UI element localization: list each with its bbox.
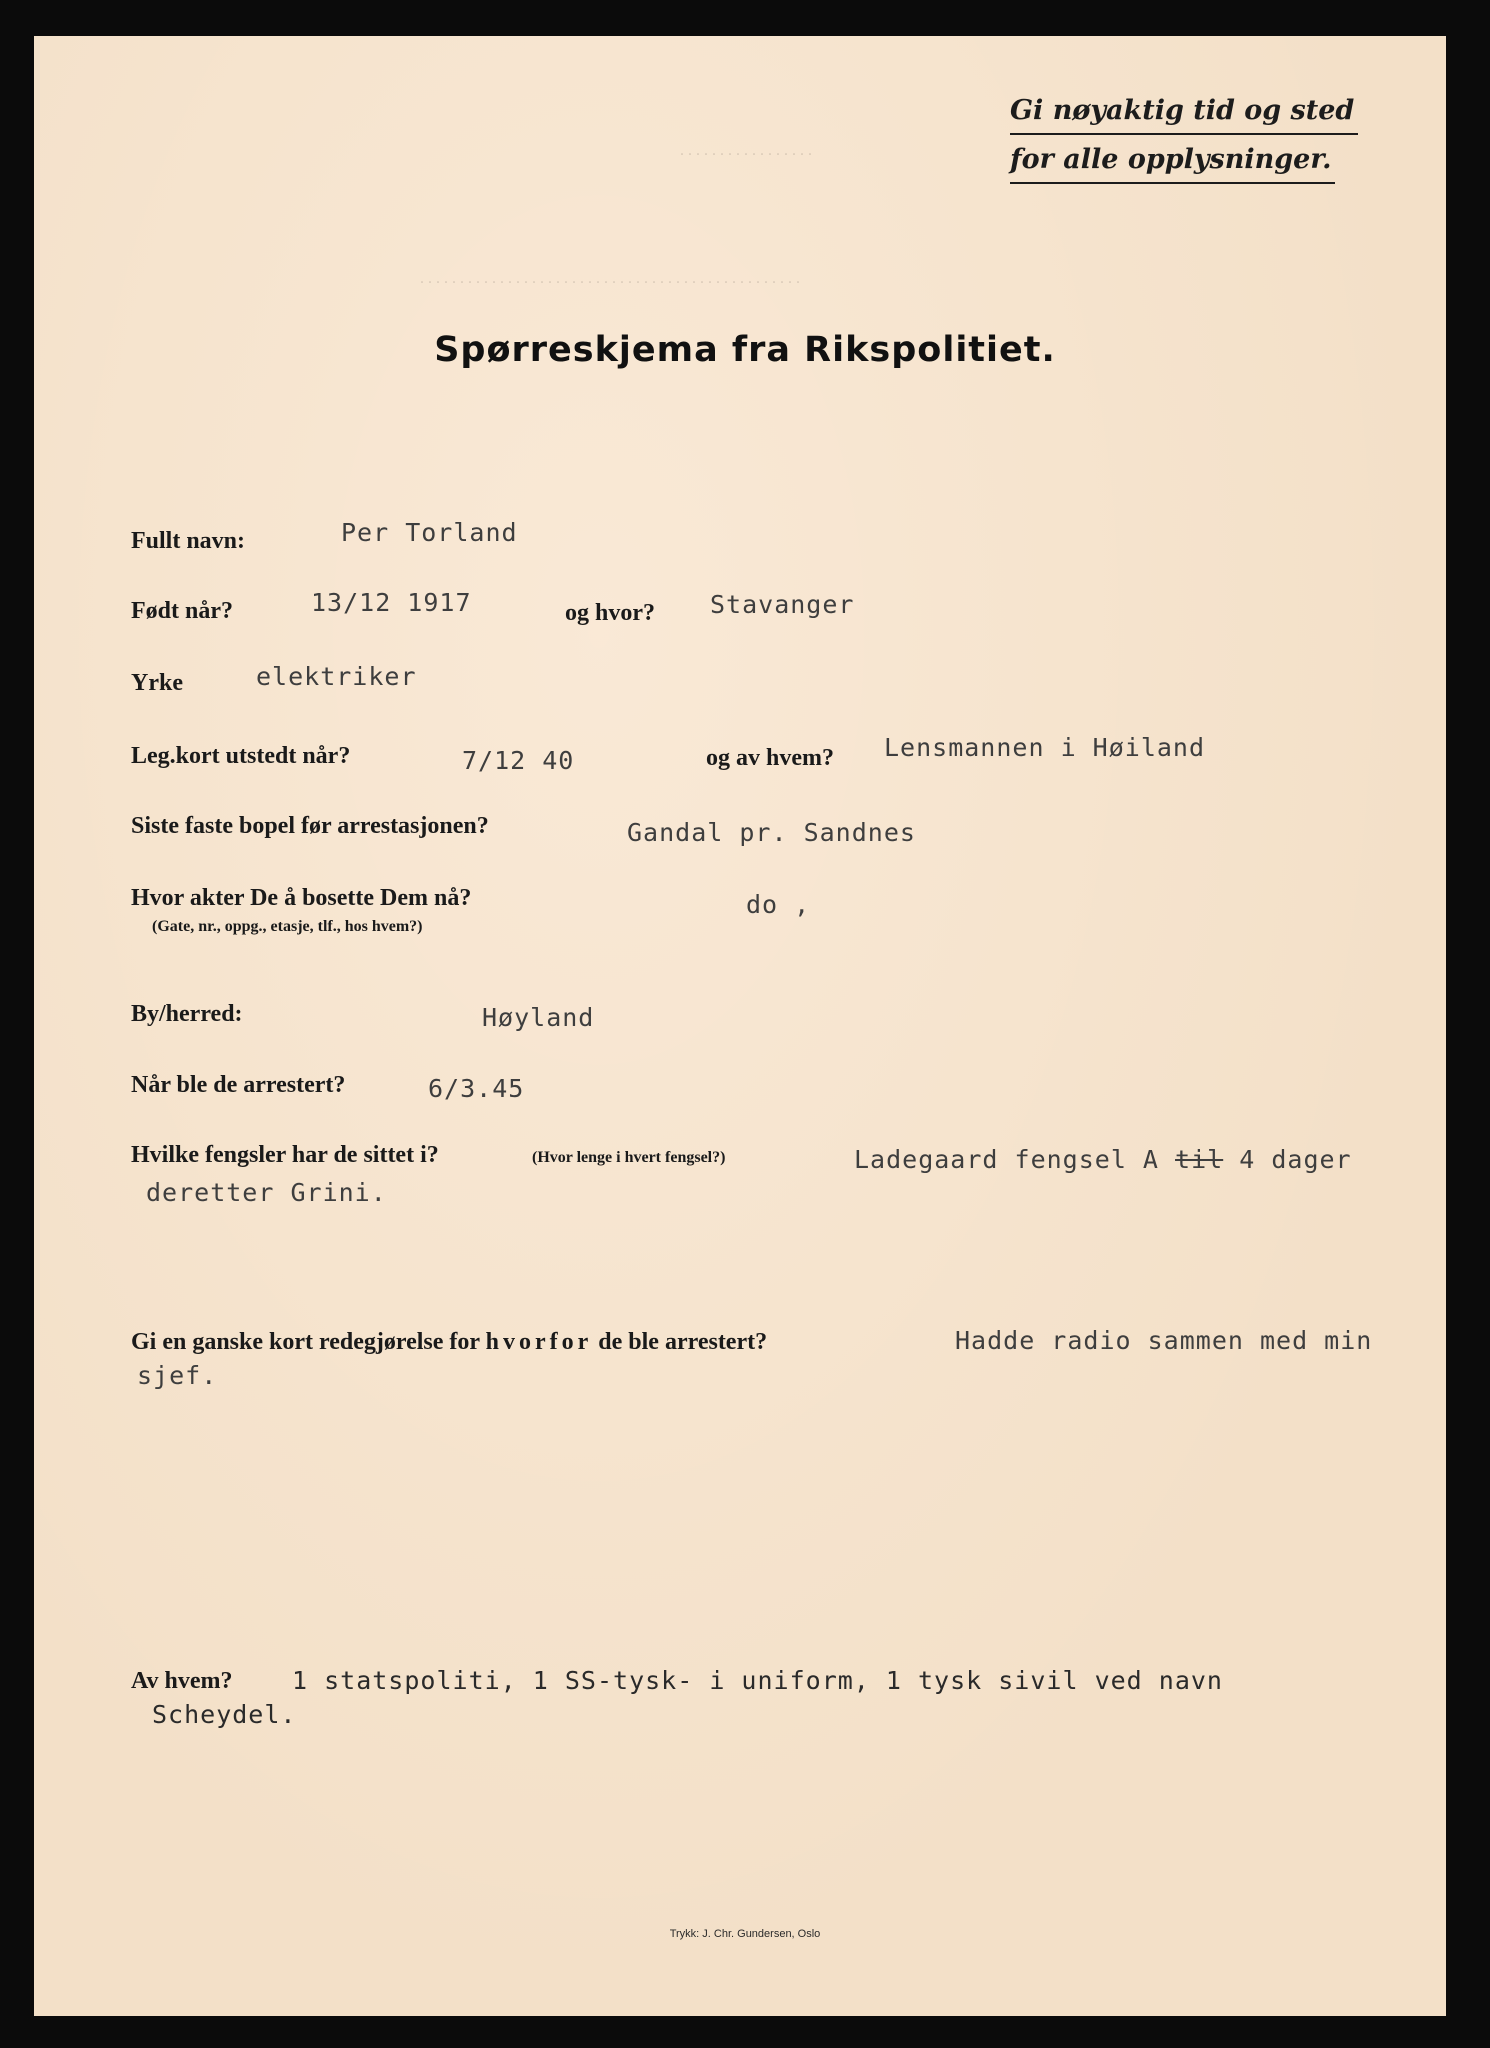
arrested-by-value-line1: 1 statspoliti, 1 SS-tysk- i uniform, 1 tysk sivil ved navn <box>292 1666 1223 1695</box>
instruction-note-line1: Gi nøyaktig tid og sted <box>1010 88 1358 135</box>
last-residence-value: Gandal pr. Sandnes <box>627 818 916 847</box>
born-where-value: Stavanger <box>710 590 855 619</box>
instruction-note <box>1010 88 1358 184</box>
instruction-note-line2: for alle opplysninger. <box>1010 137 1335 184</box>
id-issued-by-value: Lensmannen i Høiland <box>884 733 1206 762</box>
municipality-value: Høyland <box>482 1003 595 1032</box>
printer-credit: Trykk: J. Chr. Gundersen, Oslo <box>669 1928 821 1940</box>
municipality-label: By/herred: <box>131 1001 243 1027</box>
arrested-when-value: 6/3.45 <box>428 1074 525 1103</box>
full-name-value: Per Torland <box>341 518 518 547</box>
occupation-value: elektriker <box>256 662 417 691</box>
settle-where-sublabel: (Gate, nr., oppg., etasje, tlf., hos hvem?) <box>152 918 423 935</box>
prisons-value-struck: til <box>1175 1145 1224 1174</box>
id-issued-when-label: Leg.kort utstedt når? <box>131 743 351 769</box>
form-title: Spørreskjema fra Rikspolitiet. <box>434 330 1056 370</box>
born-when-value: 13/12 1917 <box>311 588 472 617</box>
reason-value-line1: Hadde radio sammen med min <box>955 1326 1373 1355</box>
occupation-label: Yrke <box>131 670 183 696</box>
prisons-label: Hvilke fengsler har de sittet i? <box>131 1142 439 1168</box>
arrested-when-label: Når ble de arrestert? <box>131 1072 346 1098</box>
id-issued-by-label: og av hvem? <box>706 745 834 771</box>
full-name-label: Fullt navn: <box>131 528 246 554</box>
prisons-sublabel: (Hvor lenge i hvert fengsel?) <box>532 1149 726 1166</box>
id-issued-when-value: 7/12 40 <box>462 746 575 775</box>
born-when-label: Født når? <box>131 598 233 624</box>
born-where-label: og hvor? <box>565 600 655 626</box>
prisons-value-line1 <box>854 1145 1352 1174</box>
bleed-through-text-2: . . . . . . . . . . . . . . . . . . . . . . . . . . . . . . . . . . . . . . . . . . . . . . . . <box>420 270 800 287</box>
prisons-value-part-b: 4 dager <box>1223 1145 1352 1174</box>
settle-where-label: Hvor akter De å bosette Dem nå? <box>131 885 472 911</box>
reason-label-spaced: hvorfor <box>485 1329 593 1355</box>
reason-value-line2: sjef. <box>137 1361 218 1390</box>
prisons-value-part-a: Ladegaard fengsel A <box>854 1145 1176 1174</box>
reason-label-start: Gi en ganske kort redegjørelse for <box>131 1329 480 1355</box>
reason-label-end: de ble arrestert? <box>598 1329 768 1355</box>
arrested-by-value-line2: Scheydel. <box>152 1700 297 1729</box>
bleed-through-text: . . . . . . . . . . . . . . . . . <box>680 142 812 159</box>
settle-where-value: do , <box>746 890 811 919</box>
last-residence-label: Siste faste bopel før arrestasjonen? <box>131 813 489 839</box>
reason-label <box>131 1329 767 1356</box>
arrested-by-label: Av hvem? <box>131 1668 233 1694</box>
prisons-value-line2: deretter Grini. <box>146 1178 387 1207</box>
